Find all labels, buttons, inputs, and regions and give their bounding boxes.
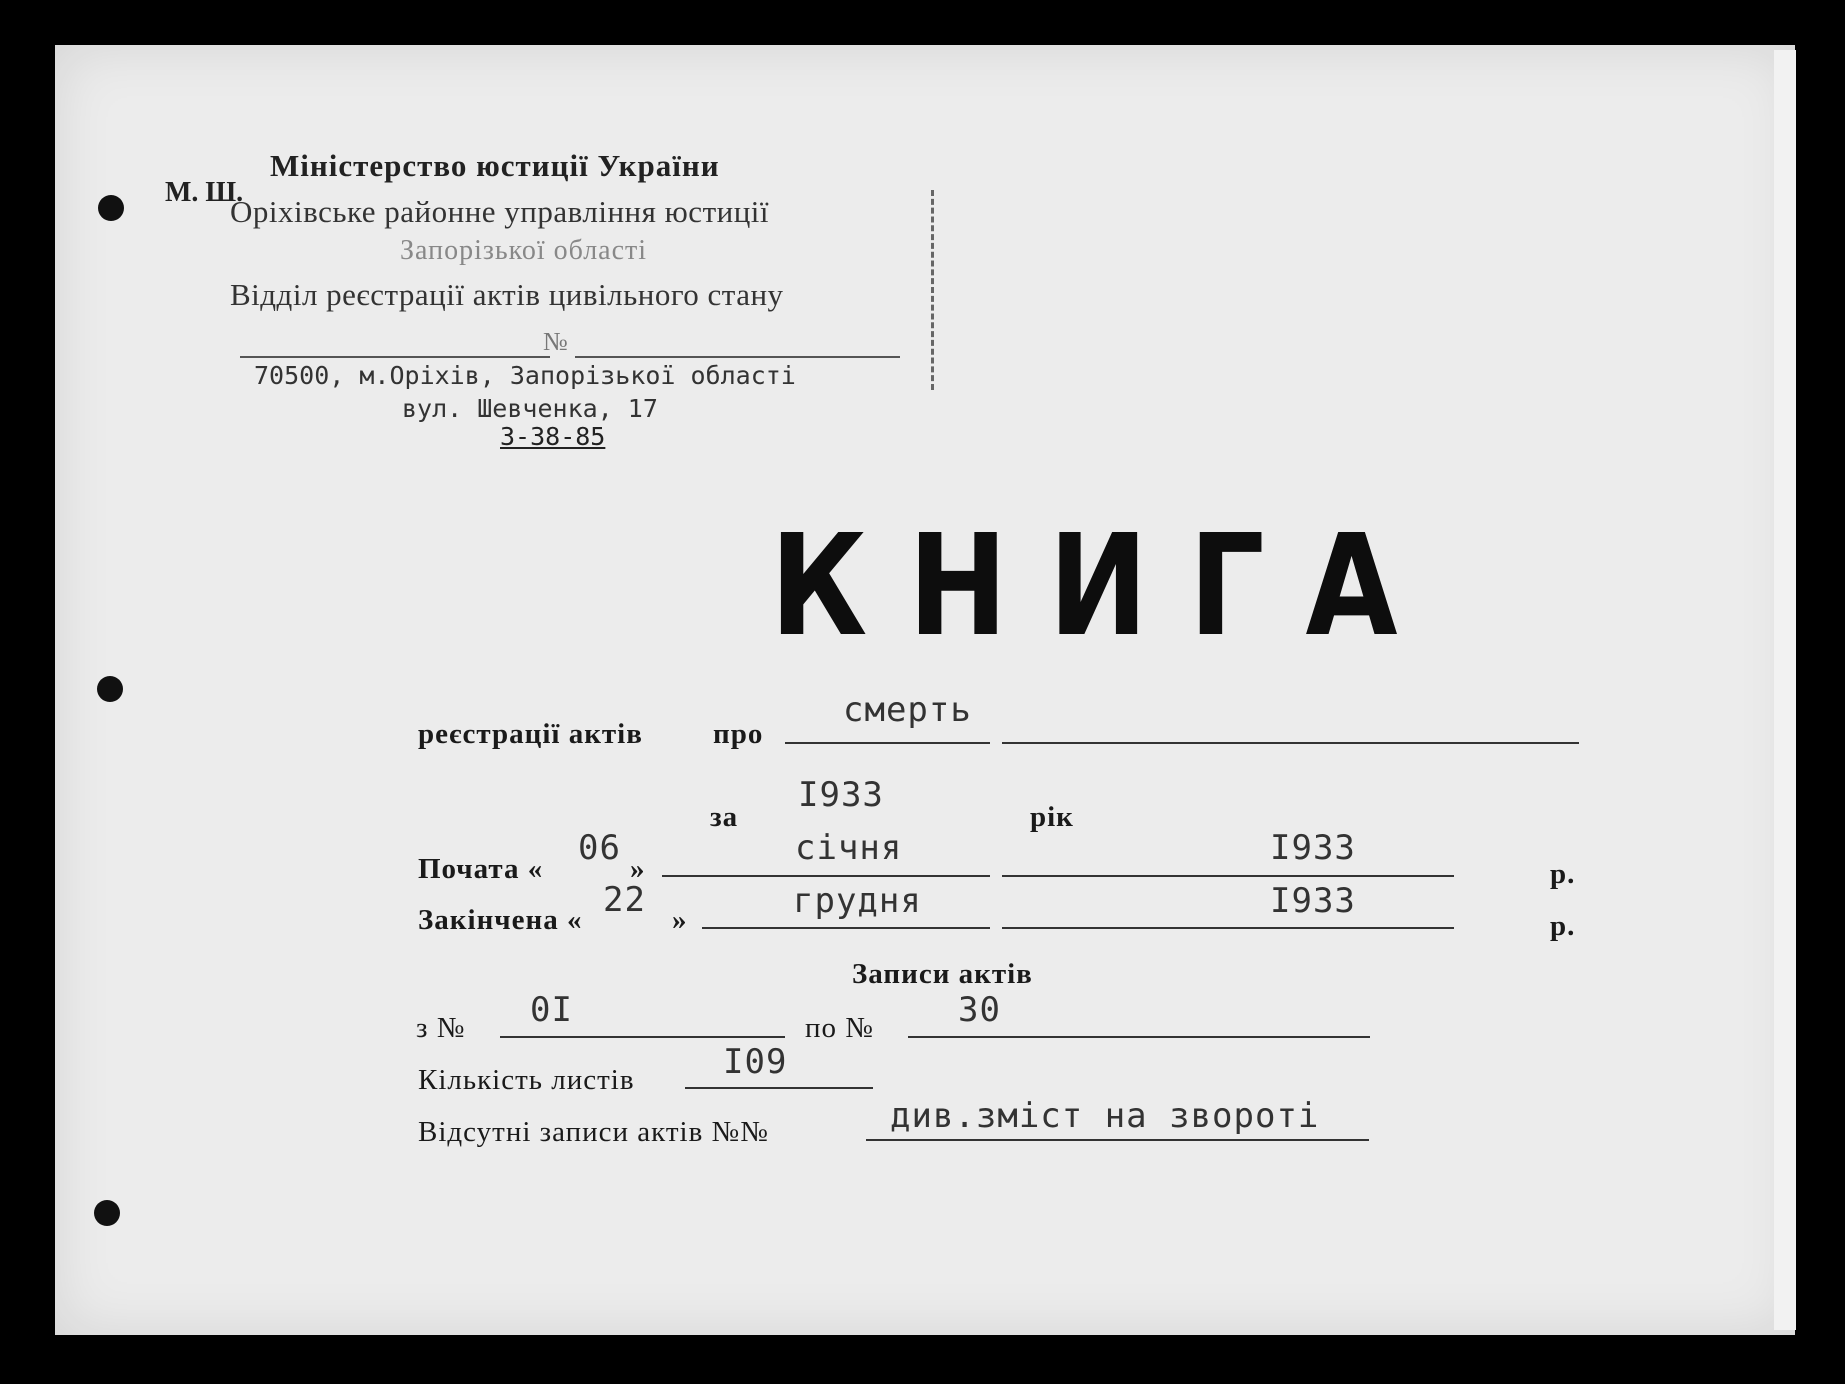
underline bbox=[866, 1139, 1369, 1141]
stamp-address: 70500, м.Оріхів, Запорізької області bbox=[254, 361, 796, 390]
rik-label: рік bbox=[1030, 801, 1074, 833]
stamp-number-line bbox=[575, 356, 900, 358]
registration-type-value: смерть bbox=[843, 690, 972, 730]
stamp-phone: 3-38-85 bbox=[500, 422, 606, 451]
started-label: Почата « bbox=[418, 853, 544, 885]
underline bbox=[908, 1036, 1370, 1038]
sheets-label: Кількість листів bbox=[418, 1064, 635, 1096]
records-from-value: 0I bbox=[530, 990, 573, 1030]
page-title: КНИГА bbox=[770, 505, 1439, 668]
started-day: 06 bbox=[578, 828, 621, 868]
stamp-division: Відділ реєстрації актів цивільного стану bbox=[230, 277, 784, 312]
page-edge bbox=[1774, 50, 1796, 1330]
pro-label: про bbox=[713, 718, 764, 750]
finished-label: Закінчена « bbox=[418, 904, 583, 936]
stamp-department: Оріхівське районне управління юстиції bbox=[230, 194, 770, 229]
finished-year: I933 bbox=[1270, 881, 1356, 921]
underline bbox=[785, 742, 990, 744]
started-close-quote: » bbox=[630, 853, 646, 885]
records-from-label: з № bbox=[416, 1012, 466, 1044]
stamp-number-sign: № bbox=[543, 327, 568, 356]
finished-close-quote: » bbox=[672, 904, 688, 936]
underline bbox=[500, 1036, 785, 1038]
stamp-street: вул. Шевченка, 17 bbox=[402, 394, 658, 423]
underline bbox=[685, 1087, 873, 1089]
stamp-number-line bbox=[240, 356, 550, 358]
records-to-value: 30 bbox=[958, 990, 1001, 1030]
binding-hole bbox=[98, 195, 124, 221]
registration-label: реєстрації актів bbox=[418, 718, 643, 750]
started-year: I933 bbox=[1270, 828, 1356, 868]
stamp-ministry: Міністерство юстиції України bbox=[270, 148, 720, 183]
finished-day: 22 bbox=[603, 880, 646, 920]
underline bbox=[662, 875, 990, 877]
binding-hole bbox=[94, 1200, 120, 1226]
missing-value: див.зміст на звороті bbox=[890, 1096, 1320, 1136]
finished-month: грудня bbox=[793, 881, 922, 921]
underline bbox=[1002, 742, 1579, 744]
year-value: I933 bbox=[798, 775, 884, 815]
started-year-suffix: р. bbox=[1550, 858, 1576, 890]
underline bbox=[702, 927, 990, 929]
stamp-border bbox=[925, 190, 934, 390]
underline bbox=[1002, 875, 1454, 877]
missing-label: Відсутні записи актів №№ bbox=[418, 1116, 769, 1148]
started-month: січня bbox=[795, 828, 903, 868]
seal-mark: М. Ш. bbox=[165, 177, 244, 208]
stamp-region: Запорізької області bbox=[400, 235, 648, 266]
finished-year-suffix: р. bbox=[1550, 910, 1576, 942]
underline bbox=[1002, 927, 1454, 929]
sheets-value: I09 bbox=[723, 1042, 788, 1082]
records-to-label: по № bbox=[805, 1012, 874, 1044]
binding-hole bbox=[97, 676, 123, 702]
records-heading: Записи актів bbox=[852, 958, 1033, 990]
za-label: за bbox=[710, 801, 739, 833]
